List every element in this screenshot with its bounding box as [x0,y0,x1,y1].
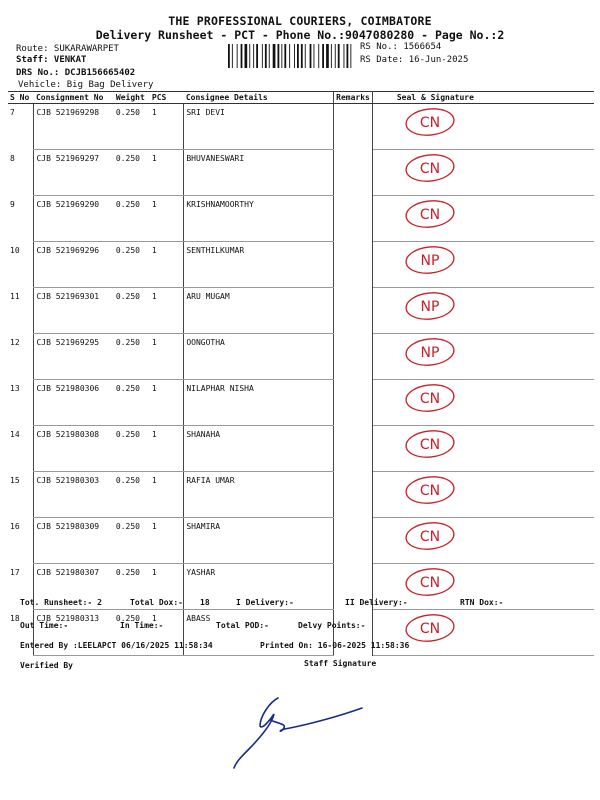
col-consignee: Consignee Details [184,92,334,104]
stamp-mark-text: NP [420,345,440,361]
handwritten-stamp-mark [403,520,459,552]
sno-cell: 7 [10,108,15,117]
table-row [8,518,594,564]
table-row [8,426,594,472]
consignee-cell: NILAPHAR NISHA [184,380,334,426]
remarks-cell [334,380,373,426]
consignment-cell: CJB 521980303 [34,472,114,518]
pcs-cell: 1 [150,610,184,656]
consignment-cell: CJB 521969298 [34,104,114,150]
pcs-cell: 1 [150,518,184,564]
col-sno: S No [8,92,34,104]
consignee-cell: OONGOTHA [184,334,334,380]
pcs-cell: 1 [150,196,184,242]
weight-cell: 0.250 [114,518,150,564]
consignment-cell: CJB 521969297 [34,150,114,196]
consignee-cell: KRISHNAMOORTHY [184,196,334,242]
table-header-row [8,92,594,104]
staff-signature-label: Staff Signature [304,659,377,668]
weight-cell: 0.250 [114,334,150,380]
remarks-cell [334,288,373,334]
rtn-dox: RTN Dox:- [460,598,504,607]
stamp-mark-text: NP [420,253,440,269]
consignee-cell: BHUVANESWARI [184,150,334,196]
table-row [8,242,594,288]
consignee-cell: ARU MUGAM [184,288,334,334]
handwritten-stamp-mark [403,382,459,414]
consignee-cell: YASHAR [184,564,334,610]
pcs-cell: 1 [150,472,184,518]
handwritten-stamp-mark [403,290,459,322]
verified-by: Verified By [20,661,73,670]
seal-signature-cell [372,150,594,196]
consignment-cell: CJB 521980313 [34,610,114,656]
company-title: THE PROFESSIONAL COURIERS, COIMBATORE [168,14,432,28]
handwritten-stamp-mark [403,244,459,276]
seal-signature-cell [372,104,594,150]
out-time: Out Time:- [20,621,69,630]
table-row [8,380,594,426]
route-label: Route: SUKARAWARPET [16,44,119,54]
drs-number: DRS No.: DCJB156665402 [16,68,136,78]
weight-cell: 0.250 [114,426,150,472]
sno-cell: 15 [10,475,20,485]
handwritten-stamp-mark [403,336,459,368]
printed-on: Printed On: 16-06-2025 11:58:36 [260,641,410,650]
remarks-cell [334,518,373,564]
stamp-mark-text: NP [420,299,440,315]
consignment-cell: CJB 521980307 [34,564,114,610]
consignment-cell: CJB 521980308 [34,426,114,472]
sno-cell: 14 [10,429,20,439]
weight-cell: 0.250 [114,564,150,610]
remarks-cell [334,150,373,196]
pcs-cell: 1 [150,242,184,288]
ii-delivery: II Delivery:- [345,598,408,607]
pcs-cell: 1 [150,150,184,196]
weight-cell: 0.250 [114,150,150,196]
table-row [8,288,594,334]
consignment-cell: CJB 521980309 [34,518,114,564]
stamp-mark-text: CN [419,575,440,591]
weight-cell: 0.250 [114,380,150,426]
pcs-cell: 1 [150,564,184,610]
sno-cell: 9 [10,199,15,209]
seal-signature-cell [372,472,594,518]
col-remarks: Remarks [334,92,373,104]
seal-signature-cell [372,288,594,334]
weight-cell: 0.250 [114,610,150,656]
remarks-cell [334,242,373,288]
handwritten-stamp-mark [403,106,459,138]
table-row [8,150,594,196]
consignee-cell: SHANAHA [184,426,334,472]
handwritten-stamp-mark [403,612,459,644]
rs-date: RS Date: 16-Jun-2025 [360,55,469,65]
in-time: In Time:- [120,621,164,630]
sno-cell: 12 [10,337,20,347]
weight-cell: 0.250 [114,196,150,242]
stamp-mark-text: CN [419,161,440,177]
handwritten-stamp-mark [403,474,459,506]
consignee-cell: SRI DEVI [184,104,334,150]
runsheet-subtitle: Delivery Runsheet - PCT - Phone No.:9047080280 - Page No.:2 [95,28,505,42]
consignee-cell: SHAMIRA [184,518,334,564]
sno-cell: 16 [10,521,20,531]
handwritten-stamp-mark [403,566,459,598]
weight-cell: 0.250 [114,242,150,288]
seal-signature-cell [372,334,594,380]
staff-label: Staff: VENKAT [16,55,87,65]
total-dox-value: 18 [200,598,210,607]
runsheet-table [8,91,594,656]
col-weight: Weight [114,92,150,104]
handwritten-stamp-mark [403,152,459,184]
table-row [8,472,594,518]
consignment-cell: CJB 521969296 [34,242,114,288]
vehicle-label: Vehicle: Big Bag Delivery [18,80,154,90]
stamp-mark-text: CN [419,437,440,453]
sno-cell: 13 [10,383,20,393]
stamp-mark-text: CN [419,115,440,131]
table-row [8,104,594,150]
consignment-cell: CJB 521980306 [34,380,114,426]
sno-cell: 10 [10,245,20,255]
table-row [8,196,594,242]
tot-runsheet: Tot. Runsheet:- 2 [20,598,102,607]
consignee-cell: ABASS [184,610,334,656]
remarks-cell [334,426,373,472]
col-consignment: Consignment No [34,92,114,104]
sno-cell: 17 [10,567,20,577]
pcs-cell: 1 [150,288,184,334]
handwritten-stamp-mark [403,428,459,460]
sno-cell: 11 [10,291,20,301]
handwritten-stamp-mark [403,198,459,230]
staff-signature-scribble [230,690,370,770]
sno-cell: 18 [10,613,20,623]
barcode-image [228,44,354,68]
remarks-cell [334,472,373,518]
pcs-cell: 1 [150,104,184,150]
i-delivery: I Delivery:- [236,598,294,607]
stamp-mark-text: CN [419,621,440,637]
consignment-cell: CJB 521969301 [34,288,114,334]
delvy-points: Delvy Points:- [298,621,366,630]
seal-signature-cell [372,518,594,564]
pcs-cell: 1 [150,426,184,472]
col-seal-signature: Seal & Signature [372,92,594,104]
pcs-cell: 1 [150,334,184,380]
sno-cell: 8 [10,153,15,163]
consignee-cell: SENTHILKUMAR [184,242,334,288]
seal-signature-cell [372,380,594,426]
weight-cell: 0.250 [114,104,150,150]
weight-cell: 0.250 [114,472,150,518]
remarks-cell [334,334,373,380]
stamp-mark-text: CN [419,207,440,223]
stamp-mark-text: CN [419,391,440,407]
table-row [8,334,594,380]
remarks-cell [334,196,373,242]
stamp-mark-text: CN [419,529,440,545]
pcs-cell: 1 [150,380,184,426]
entered-by: Entered By :LEELAPCT 06/16/2025 11:58:34 [20,641,213,650]
remarks-cell [334,104,373,150]
stamp-mark-text: CN [419,483,440,499]
consignment-cell: CJB 521969290 [34,196,114,242]
seal-signature-cell [372,426,594,472]
consignee-cell: RAFIA UMAR [184,472,334,518]
total-pod: Total POD:- [216,621,269,630]
seal-signature-cell [372,196,594,242]
rs-number: RS No.: 1566654 [360,42,442,52]
consignment-cell: CJB 521969295 [34,334,114,380]
weight-cell: 0.250 [114,288,150,334]
total-dox-label: Total Dox:- [130,598,183,607]
seal-signature-cell [372,242,594,288]
col-pcs: PCS [150,92,184,104]
